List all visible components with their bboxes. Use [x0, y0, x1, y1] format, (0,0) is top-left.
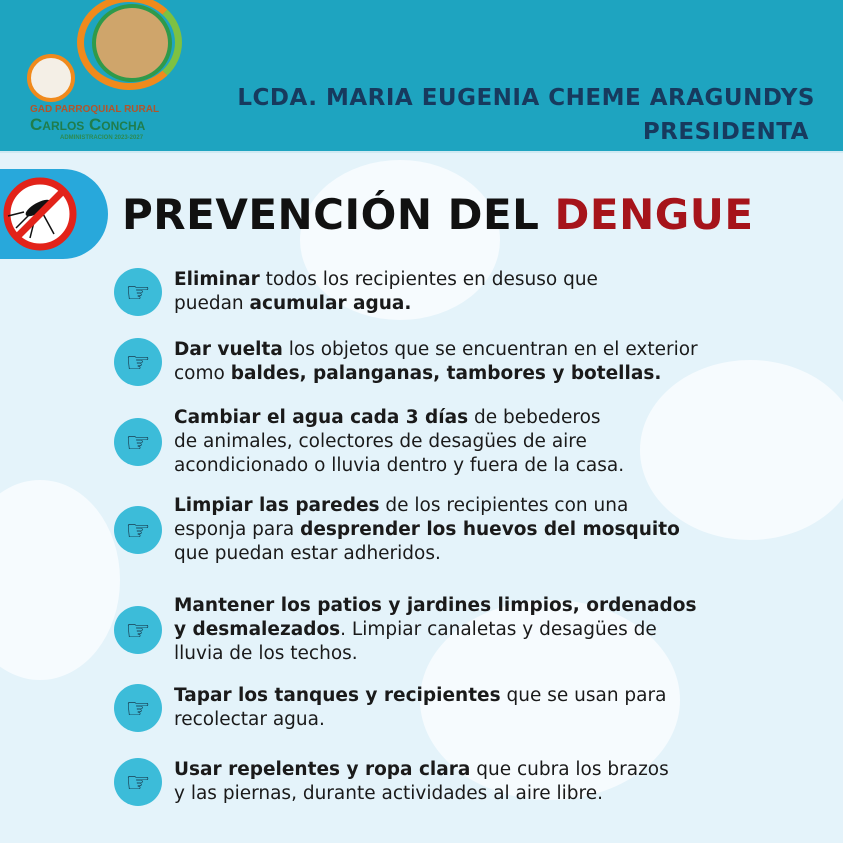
pointing-hand-icon: ☞: [114, 606, 162, 654]
body-text: que puedan estar adheridos.: [174, 543, 441, 564]
prevention-item: [114, 684, 834, 732]
president-name: LCDA. MARIA EUGENIA CHEME ARAGUNDYS: [237, 85, 815, 111]
pointing-hand-icon: ☞: [114, 338, 162, 386]
prevention-text: [174, 594, 697, 666]
emphasis-text: Dar vuelta: [174, 339, 283, 360]
emphasis-text: y desmalezados: [174, 619, 341, 640]
emphasis-text: Limpiar las paredes: [174, 495, 380, 516]
body-text: esponja para: [174, 519, 301, 540]
page-title: PREVENCIÓN DEL DENGUE: [122, 190, 754, 239]
body-text: que se usan para: [500, 685, 667, 706]
prevention-item: [114, 758, 834, 806]
emphasis-text: Eliminar: [174, 269, 260, 290]
header-banner: [0, 0, 843, 153]
prevention-item: [114, 406, 834, 478]
emphasis-text: Cambiar el agua cada 3 días: [174, 407, 469, 428]
prevention-text: [174, 406, 624, 478]
prevention-text: [174, 684, 666, 732]
logo-line-1: GAD PARROQUIAL RURAL: [30, 104, 160, 115]
prevention-item: [114, 594, 834, 666]
prevention-item: [114, 494, 834, 566]
prevention-text: [174, 268, 598, 316]
emphasis-text: Tapar los tanques y recipientes: [174, 685, 501, 706]
logo-line-2: Carlos Concha: [30, 115, 146, 134]
logo-line-3: ADMINISTRACION 2023-2027: [60, 135, 144, 141]
body-text: acondicionado o lluvia dentro y fuera de la casa.: [174, 455, 625, 476]
body-text: de bebederos: [468, 407, 601, 428]
gad-logo: [22, 0, 192, 150]
emphasis-text: baldes, palanganas, tambores y botellas.: [230, 363, 662, 384]
prevention-text: [174, 338, 698, 386]
prevention-item: [114, 268, 834, 316]
pointing-hand-icon: ☞: [114, 418, 162, 466]
no-mosquito-icon: [2, 176, 78, 252]
pointing-hand-icon: ☞: [114, 506, 162, 554]
body-text: de los recipientes con una: [379, 495, 629, 516]
body-text: puedan: [174, 293, 250, 314]
emphasis-text: acumular agua.: [249, 293, 412, 314]
emphasis-text: desprender los huevos del mosquito: [300, 519, 680, 540]
logo-text-block: [30, 104, 159, 142]
background-splash: [0, 480, 120, 680]
president-title: PRESIDENTA: [642, 119, 809, 145]
emphasis-text: Usar repelentes y ropa clara: [174, 759, 471, 780]
body-text: y las piernas, durante actividades al aire libre.: [174, 783, 603, 804]
body-text: recolectar agua.: [174, 709, 325, 730]
emphasis-text: Mantener los patios y jardines limpios, ordenados: [174, 595, 697, 616]
body-text: lluvia de los techos.: [174, 643, 358, 664]
pointing-hand-icon: ☞: [114, 268, 162, 316]
body-text: como: [174, 363, 231, 384]
body-text: todos los recipientes en desuso que: [259, 269, 598, 290]
prevention-text: [174, 494, 680, 566]
body-text: los objetos que se encuentran en el exterior: [282, 339, 698, 360]
body-text: que cubra los brazos: [470, 759, 669, 780]
pointing-hand-icon: ☞: [114, 758, 162, 806]
pointing-hand-icon: ☞: [114, 684, 162, 732]
prevention-item: [114, 338, 834, 386]
body-text: . Limpiar canaletas y desagües de: [340, 619, 657, 640]
prevention-text: [174, 758, 669, 806]
body-text: de animales, colectores de desagües de aire: [174, 431, 587, 452]
